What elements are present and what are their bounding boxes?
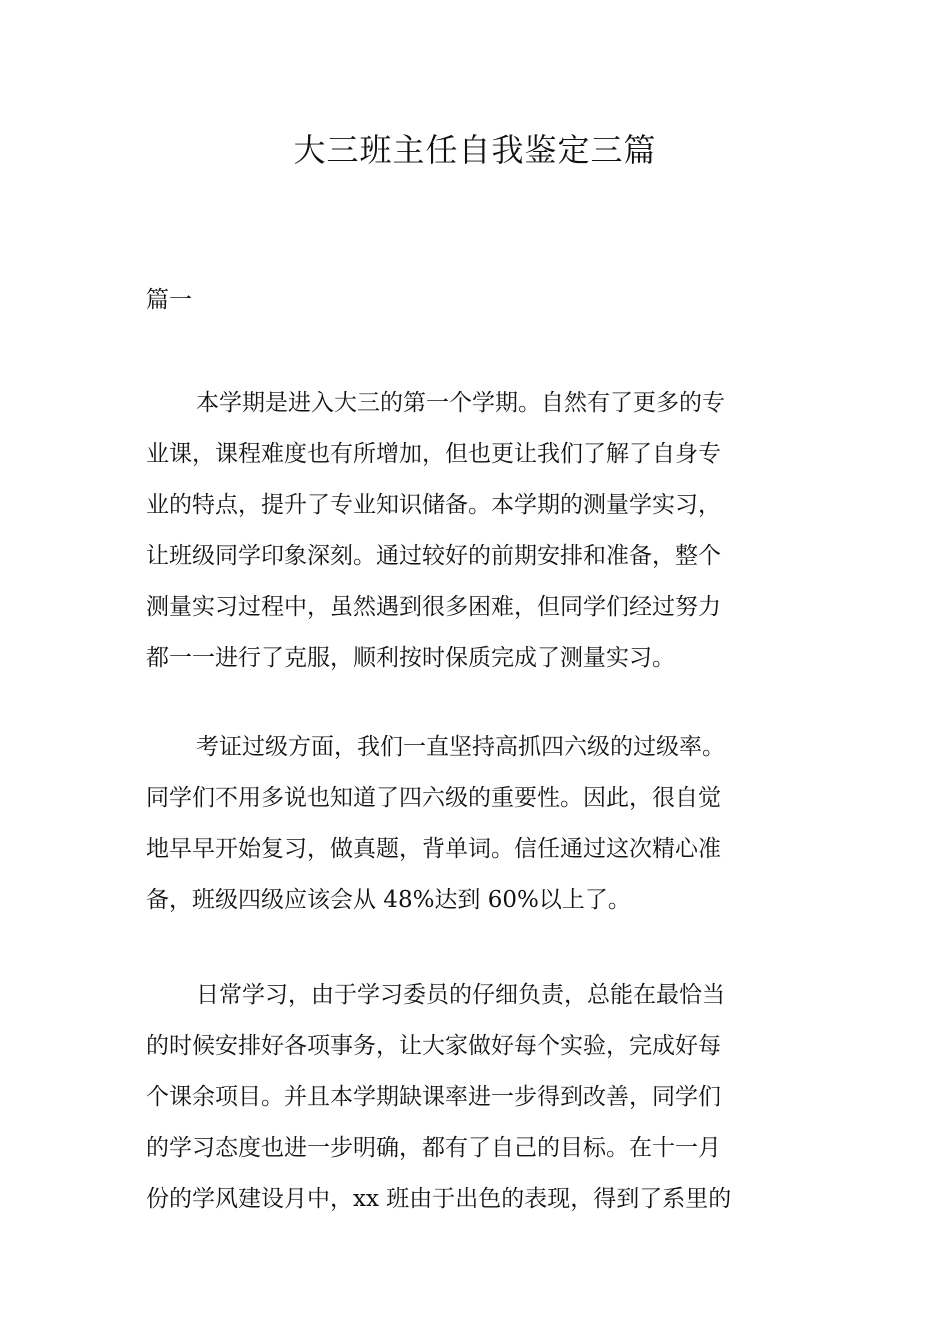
paragraph-line: 业的特点，提升了专业知识储备。本学期的测量学实习，: [146, 492, 721, 518]
paragraph-line: 地早早开始复习，做真题，背单词。信任通过这次精心准: [146, 836, 721, 862]
paragraph-line: 本学期是进入大三的第一个学期。自然有了更多的专: [196, 390, 725, 416]
document-title: 大三班主任自我鉴定三篇: [293, 131, 657, 169]
paragraph-2: [146, 722, 814, 926]
paragraph-line: 测量实习过程中，虽然遇到很多困难，但同学们经过努力: [146, 594, 721, 620]
paragraph-3: [146, 970, 814, 1225]
paragraph-line: 的学习态度也进一步明确，都有了自己的目标。在十一月: [146, 1135, 721, 1161]
paragraph-line: 个课余项目。并且本学期缺课率进一步得到改善，同学们: [146, 1084, 721, 1110]
paragraph-line: 考证过级方面，我们一直坚持高抓四六级的过级率。: [196, 734, 725, 760]
paragraph-line: 让班级同学印象深刻。通过较好的前期安排和准备，整个: [146, 543, 721, 569]
paragraph-line: 日常学习，由于学习委员的仔细负责，总能在最恰当: [196, 982, 725, 1008]
paragraph-1: [146, 378, 814, 684]
paragraph-line: 都一一进行了克服，顺利按时保质完成了测量实习。: [146, 645, 675, 671]
section-label: 篇一: [146, 287, 192, 313]
paragraph-line: 同学们不用多说也知道了四六级的重要性。因此，很自觉: [146, 785, 721, 811]
paragraph-line: 备，班级四级应该会从 48%达到 60%以上了。: [146, 887, 631, 913]
paragraph-line: 的时候安排好各项事务，让大家做好每个实验，完成好每: [146, 1033, 721, 1059]
paragraph-line: 业课，课程难度也有所增加，但也更让我们了解了自身专: [146, 441, 721, 467]
paragraph-line: 份的学风建设月中，xx 班由于出色的表现，得到了系里的: [146, 1186, 732, 1212]
